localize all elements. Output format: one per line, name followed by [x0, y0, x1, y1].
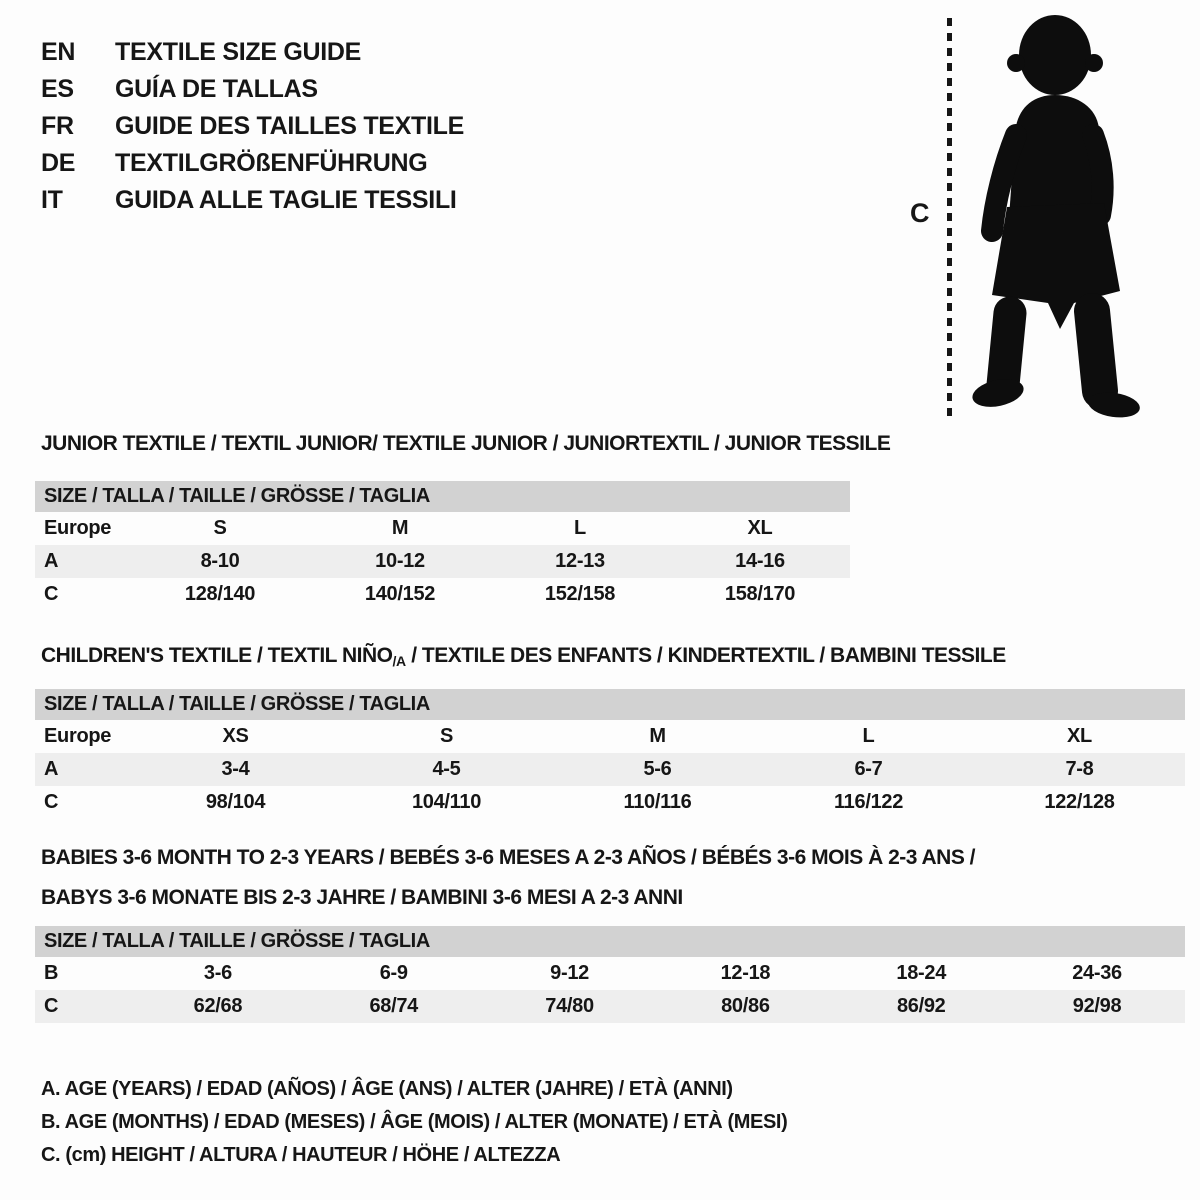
table-cell: 104/110	[411, 791, 482, 813]
height-measure-line	[947, 18, 952, 416]
table-row-height-cm	[35, 786, 1185, 819]
legend-line-a: A. AGE (YEARS) / EDAD (AÑOS) / ÂGE (ANS) / ALTER (JAHRE) / ETÀ (ANNI)	[41, 1078, 733, 1100]
measure-legend	[41, 1073, 787, 1172]
row-label: C	[44, 791, 59, 813]
legend-line-b: B. AGE (MONTHS) / EDAD (MESES) / ÂGE (MOIS) / ALTER (MONATE) / ETÀ (MESI)	[41, 1111, 788, 1133]
table-cell: 4-5	[432, 758, 461, 780]
language-row-fr	[41, 108, 464, 145]
language-row-es	[41, 71, 464, 108]
junior-size-table	[35, 481, 850, 611]
table-cell: 80/86	[721, 995, 770, 1017]
size-header-bar: SIZE / TALLA / TAILLE / GRÖSSE / TAGLIA	[35, 926, 1185, 957]
guide-title-en: TEXTILE SIZE GUIDE	[115, 38, 362, 66]
table-cell: 3-4	[221, 758, 250, 780]
language-row-en	[41, 34, 464, 71]
legend-line-c: C. (cm) HEIGHT / ALTURA / HAUTEUR / HÖHE / ALTEZZA	[41, 1144, 561, 1166]
guide-title-fr: GUIDE DES TAILLES TEXTILE	[115, 112, 465, 140]
row-label: A	[44, 758, 59, 780]
language-code: EN	[41, 38, 76, 66]
babies-size-table	[35, 926, 1185, 1023]
table-cell: S	[439, 725, 454, 747]
size-header-bar: SIZE / TALLA / TAILLE / GRÖSSE / TAGLIA	[35, 481, 850, 512]
babies-section-heading-line2: BABYS 3-6 MONATE BIS 2-3 JAHRE / BAMBINI 3-6 MESI A 2-3 ANNI	[41, 886, 683, 909]
children-heading-sub: /A	[392, 653, 406, 669]
table-cell: 110/116	[623, 791, 692, 813]
row-label: C	[44, 583, 59, 605]
language-code: IT	[41, 186, 63, 214]
table-cell: 6-9	[379, 962, 408, 984]
size-header-bar: SIZE / TALLA / TAILLE / GRÖSSE / TAGLIA	[35, 689, 1185, 720]
children-heading-post: / TEXTILE DES ENFANTS / KINDERTEXTIL / BAMBINI TESSILE	[405, 644, 1006, 667]
height-measure-figure	[900, 0, 1160, 430]
table-cell: 98/104	[205, 791, 266, 813]
table-cell: 6-7	[854, 758, 883, 780]
guide-title-es: GUÍA DE TALLAS	[115, 75, 318, 103]
table-cell: 116/122	[833, 791, 904, 813]
language-row-it	[41, 182, 464, 219]
table-row-europe	[35, 512, 850, 545]
table-cell: 158/170	[724, 583, 796, 605]
table-cell: M	[649, 725, 666, 747]
language-code: FR	[41, 112, 74, 140]
table-cell: 5-6	[643, 758, 672, 780]
table-cell: 74/80	[545, 995, 594, 1017]
language-row-de	[41, 145, 464, 182]
table-cell: S	[213, 517, 227, 539]
table-cell: 62/68	[193, 995, 243, 1017]
table-cell: 122/128	[1044, 791, 1115, 813]
table-cell: 14-16	[735, 550, 785, 572]
measure-c-label: C	[910, 198, 930, 228]
row-label: Europe	[44, 517, 112, 539]
table-cell: 8-10	[200, 550, 240, 572]
table-cell: 18-24	[896, 962, 947, 984]
table-cell: M	[391, 517, 409, 539]
table-row-height-cm	[35, 990, 1185, 1023]
row-label: B	[44, 962, 59, 984]
table-cell: 7-8	[1065, 758, 1094, 780]
row-label: A	[44, 550, 59, 572]
language-list	[41, 34, 464, 219]
guide-title-it: GUIDA ALLE TAGLIE TESSILI	[115, 186, 457, 214]
table-cell: 92/98	[1072, 995, 1122, 1017]
table-cell: 152/158	[544, 583, 616, 605]
table-row-age-years	[35, 545, 850, 578]
table-row-age-years	[35, 753, 1185, 786]
table-cell: 24-36	[1072, 962, 1122, 984]
table-row-height-cm	[35, 578, 850, 611]
children-heading-pre: CHILDREN'S TEXTILE / TEXTIL NIÑO	[41, 644, 393, 667]
table-cell: XL	[1067, 725, 1092, 747]
table-cell: 68/74	[369, 995, 419, 1017]
table-cell: 12-13	[555, 550, 605, 572]
children-section-heading	[41, 644, 1006, 669]
junior-section-heading: JUNIOR TEXTILE / TEXTIL JUNIOR/ TEXTILE JUNIOR / JUNIORTEXTIL / JUNIOR TESSILE	[41, 432, 891, 455]
toddler-silhouette-icon	[962, 13, 1142, 421]
language-code: ES	[41, 75, 74, 103]
row-label: Europe	[44, 725, 112, 747]
table-cell: 86/92	[896, 995, 946, 1017]
table-cell: 128/140	[184, 583, 256, 605]
row-label: C	[44, 995, 59, 1017]
table-cell: 9-12	[550, 962, 589, 984]
table-row-europe	[35, 720, 1185, 753]
table-cell: 12-18	[720, 962, 771, 984]
table-cell: XL	[747, 517, 773, 539]
table-cell: L	[574, 517, 586, 539]
table-cell: 3-6	[203, 962, 232, 984]
children-size-table	[35, 689, 1185, 819]
table-cell: 140/152	[364, 583, 436, 605]
table-cell: L	[862, 725, 875, 747]
table-row-age-months	[35, 957, 1185, 990]
language-code: DE	[41, 149, 76, 177]
babies-section-heading-line1: BABIES 3-6 MONTH TO 2-3 YEARS / BEBÉS 3-6 MESES A 2-3 AÑOS / BÉBÉS 3-6 MOIS À 2-3 ANS /	[41, 846, 976, 869]
table-cell: 10-12	[375, 550, 425, 572]
guide-title-de: TEXTILGRÖßENFÜHRUNG	[115, 149, 428, 177]
table-cell: XS	[222, 725, 249, 747]
